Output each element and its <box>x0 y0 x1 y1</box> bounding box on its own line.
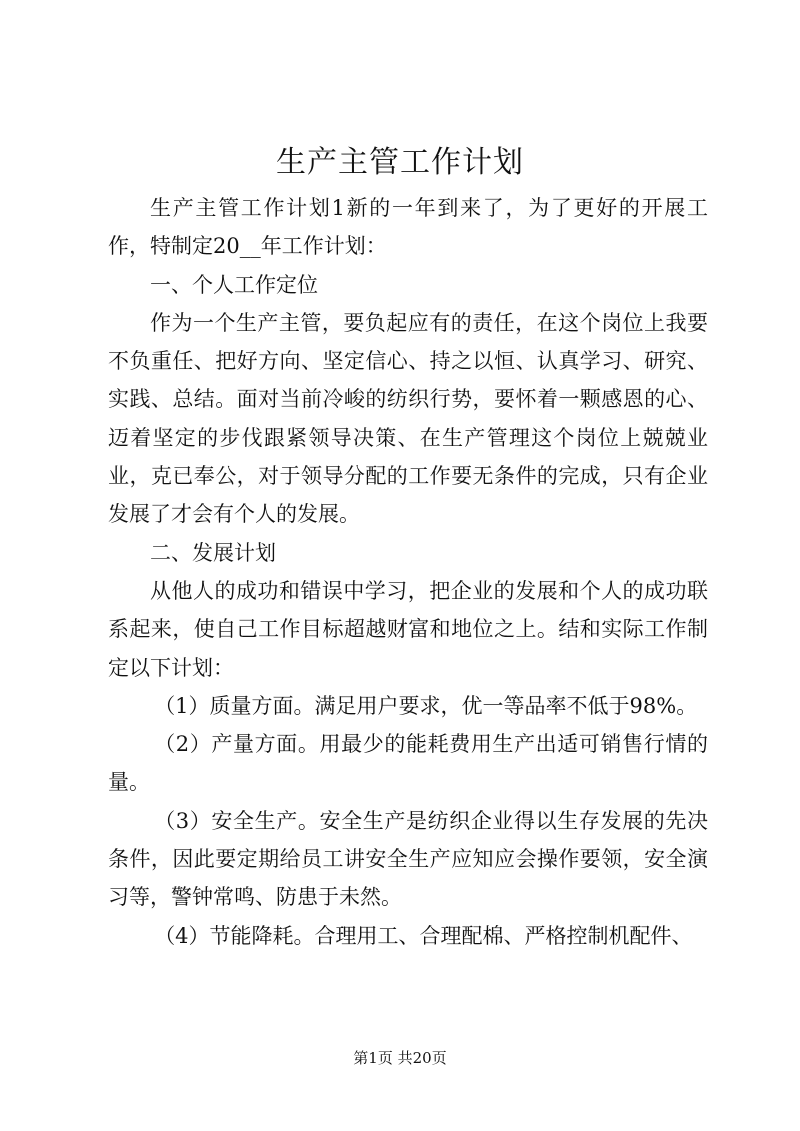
positioning-paragraph: 作为一个生产主管，要负起应有的责任，在这个岗位上我要不负重任、把好方向、坚定信心、持之以恒、认真学习、研究、实践、总结。面对当前冷峻的纺织行势，要怀着一颗感恩的心、迈着坚定的步伐跟紧领导决策、在生产管理这个岗位上兢兢业业，克已奉公，对于领导分配的工作要无条件的完成，只有企业发展了才会有个人的发展。 <box>108 310 708 527</box>
plan-item-output: （2）产量方面。用最少的能耗费用生产出适可销售行情的量。 <box>108 732 708 795</box>
section-heading-positioning: 一、个人工作定位 <box>150 272 318 297</box>
page-footer: 第1页 共20页 <box>353 1049 447 1067</box>
intro-paragraph: 生产主管工作计划1新的一年到来了，为了更好的开展工作，特制定20__年工作计划： <box>108 196 708 259</box>
plan-paragraph: 从他人的成功和错误中学习，把企业的发展和个人的成功联系起来，使自己工作目标超越财富和地位之上。结和实际工作制定以下计划： <box>108 578 708 680</box>
document-body <box>108 189 708 955</box>
page-title: 生产主管工作计划 <box>276 145 524 180</box>
plan-item-quality: （1）质量方面。满足用户要求，优一等品率不低于98%。 <box>154 693 698 718</box>
plan-item-safety: （3）安全生产。安全生产是纺织企业得以生存发展的先决条件，因此要定期给员工讲安全生产应知应会操作要领，安全演习等，警钟常鸣、防患于未然。 <box>108 808 708 910</box>
section-heading-plan: 二、发展计划 <box>150 540 276 565</box>
plan-item-energy: （4）节能降耗。合理用工、合理配棉、严格控制机配件、 <box>154 923 693 948</box>
